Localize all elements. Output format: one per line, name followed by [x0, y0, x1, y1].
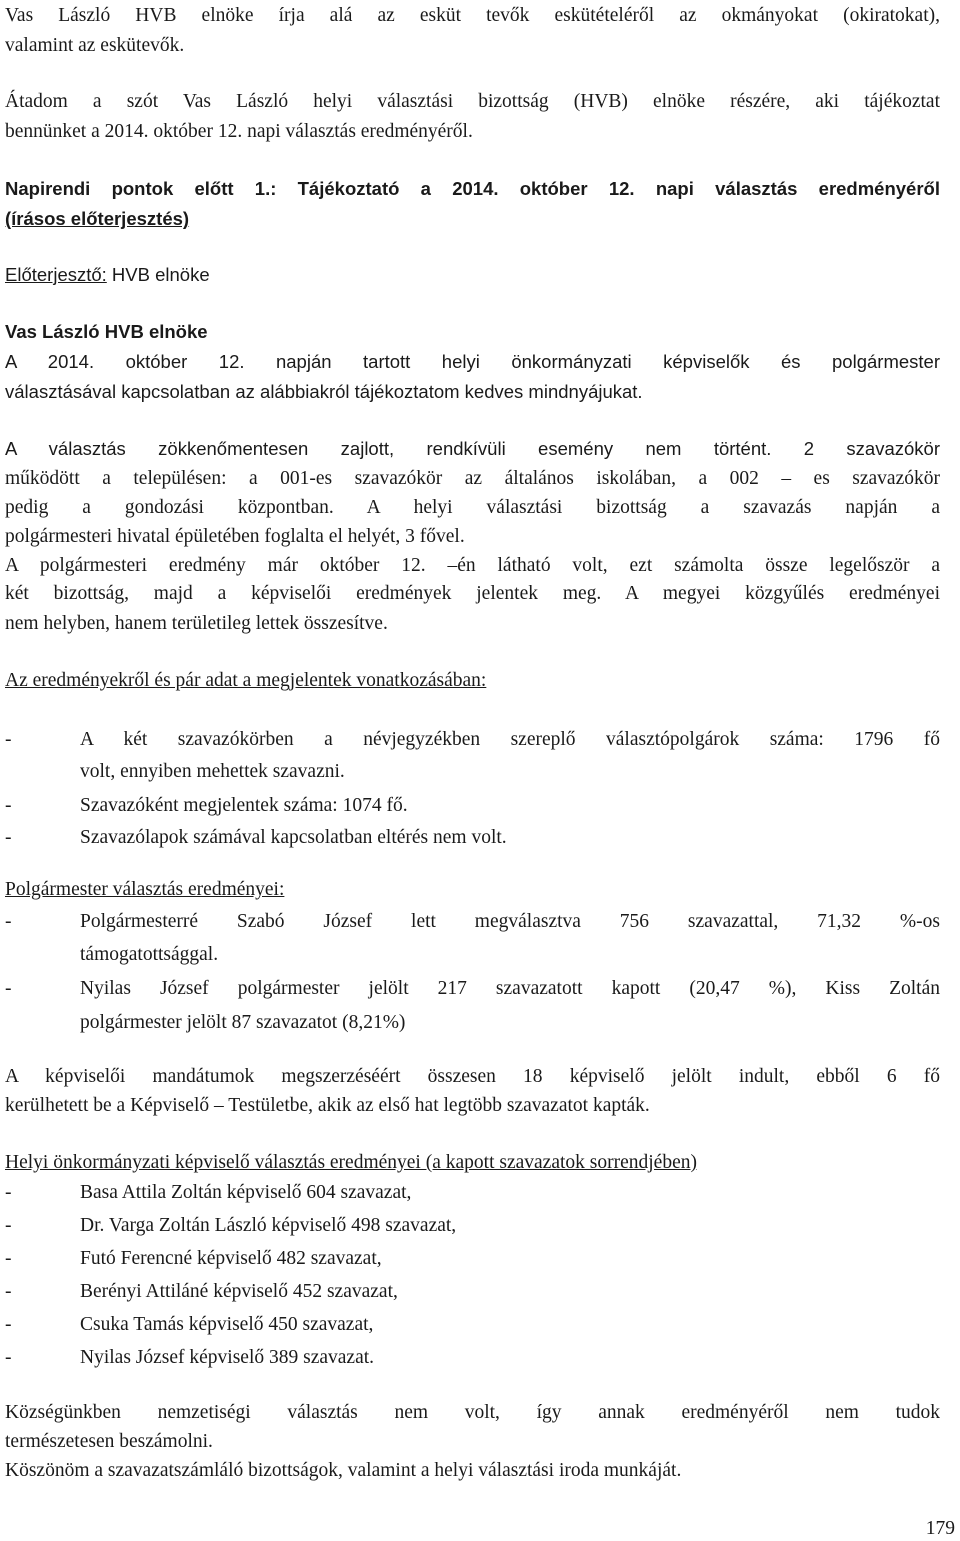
page-number: 179	[925, 1518, 955, 1539]
council-item-5: Csuka Tamás képviselő 450 szavazat,	[80, 1314, 374, 1335]
paragraph-election-line-4: polgármesteri hivatal épületében foglalta el helyét, 3 fővel.	[5, 526, 465, 547]
paragraph-mandates-line-1: A képviselői mandátumok megszerzéséért összesen 18 képviselő jelölt indult, ebből 6 fő	[5, 1066, 940, 1087]
agenda-heading-line-2: (írásos előterjesztés)	[5, 208, 190, 229]
mayor-heading: Polgármester választás eredményei:	[5, 879, 285, 900]
results-item-2: Szavazóként megjelentek száma: 1074 fő.	[80, 795, 408, 816]
speaker-name: Vas László HVB elnöke	[5, 321, 208, 342]
paragraph-minority-line-1: Községünkben nemzetiségi választás nem volt, így annak eredményéről nem tudok	[5, 1402, 940, 1423]
paragraph-report-line-1: A 2014. október 12. napján tartott helyi önkormányzati képviselők és polgármester	[5, 351, 940, 372]
council-heading: Helyi önkormányzati képviselő választás eredményei (a kapott szavazatok sorrendjében)	[5, 1152, 697, 1173]
paragraph-oath-line-2: valamint az eskütevők.	[5, 35, 185, 56]
council-item-3: Futó Ferencné képviselő 482 szavazat,	[80, 1248, 382, 1269]
results-item-2-dash: -	[5, 795, 12, 816]
presenter-value: HVB elnöke	[106, 264, 210, 285]
paragraph-intro-line-2: bennünket a 2014. október 12. napi választás eredményéről.	[5, 121, 473, 142]
paragraph-election-line-3: pedig a gondozási központban. A helyi választási bizottság a szavazás napján a	[5, 497, 940, 518]
paragraph-election-line-6: két bizottság, majd a képviselői eredmények jelentek meg. A megyei közgyűlés eredményei	[5, 583, 940, 604]
mayor-item-1-dash: -	[5, 911, 12, 932]
mayor-item-1-line-2: támogatottsággal.	[80, 944, 219, 965]
results-item-3-dash: -	[5, 827, 12, 848]
mayor-item-2-line-2: polgármester jelölt 87 szavazatot (8,21%)	[80, 1012, 406, 1033]
results-item-1-dash: -	[5, 729, 12, 750]
council-item-6-dash: -	[5, 1347, 12, 1368]
paragraph-report-line-2: választásával kapcsolatban az alábbiakról tájékoztatom kedves mindnyájukat.	[5, 381, 643, 402]
paragraph-election-line-7: nem helyben, hanem területileg lettek összesítve.	[5, 613, 388, 634]
paragraph-mandates-line-2: kerülhetett be a Képviselő – Testületbe, akik az első hat legtöbb szavazatot kapták.	[5, 1095, 650, 1116]
council-item-6: Nyilas József képviselő 389 szavazat.	[80, 1347, 375, 1368]
mayor-item-1-line-1: Polgármesterré Szabó József lett megválasztva 756 szavazattal, 71,32 %-os	[80, 911, 940, 932]
presenter-label: Előterjesztő:	[5, 264, 107, 285]
paragraph-election-line-1: A választás zökkenőmentesen zajlott, rendkívüli esemény nem történt. 2 szavazókör	[5, 438, 940, 459]
results-item-3: Szavazólapok számával kapcsolatban eltérés nem volt.	[80, 827, 507, 848]
results-item-1-line-2: volt, ennyiben mehettek szavazni.	[80, 761, 345, 782]
paragraph-intro-line-1: Átadom a szót Vas László helyi választási bizottság (HVB) elnöke részére, aki tájékoztat	[5, 91, 940, 112]
paragraph-election-line-2: működött a településen: a 001-es szavazókör az általános iskolában, a 002 – es szavazókör	[5, 468, 940, 489]
council-item-2-dash: -	[5, 1215, 12, 1236]
mayor-item-2-dash: -	[5, 978, 12, 999]
paragraph-minority-line-2: természetesen beszámolni.	[5, 1431, 213, 1452]
council-item-3-dash: -	[5, 1248, 12, 1269]
council-item-1: Basa Attila Zoltán képviselő 604 szavazat,	[80, 1182, 412, 1203]
results-heading: Az eredményekről és pár adat a megjelentek vonatkozásában:	[5, 670, 487, 691]
presenter-line	[5, 263, 940, 287]
paragraph-oath-line-1: Vas László HVB elnöke írja alá az esküt tevők eskütételéről az okmányokat (okiratokat),	[5, 5, 940, 26]
mayor-item-2-line-1: Nyilas József polgármester jelölt 217 szavazatott kapott (20,47 %), Kiss Zoltán	[80, 978, 940, 999]
council-item-4-dash: -	[5, 1281, 12, 1302]
paragraph-thanks: Köszönöm a szavazatszámláló bizottságok, valamint a helyi választási iroda munkáját.	[5, 1460, 682, 1481]
council-item-4: Berényi Attiláné képviselő 452 szavazat,	[80, 1281, 398, 1302]
council-item-2: Dr. Varga Zoltán László képviselő 498 szavazat,	[80, 1215, 457, 1236]
results-item-1-line-1: A két szavazókörben a névjegyzékben szereplő választópolgárok száma: 1796 fő	[80, 729, 940, 750]
council-item-5-dash: -	[5, 1314, 12, 1335]
agenda-heading-line-1: Napirendi pontok előtt 1.: Tájékoztató a 2014. október 12. napi választás eredményéről	[5, 178, 940, 199]
council-item-1-dash: -	[5, 1182, 12, 1203]
paragraph-election-line-5: A polgármesteri eredmény már október 12. –én látható volt, ezt számolta össze legelőször a	[5, 555, 940, 576]
